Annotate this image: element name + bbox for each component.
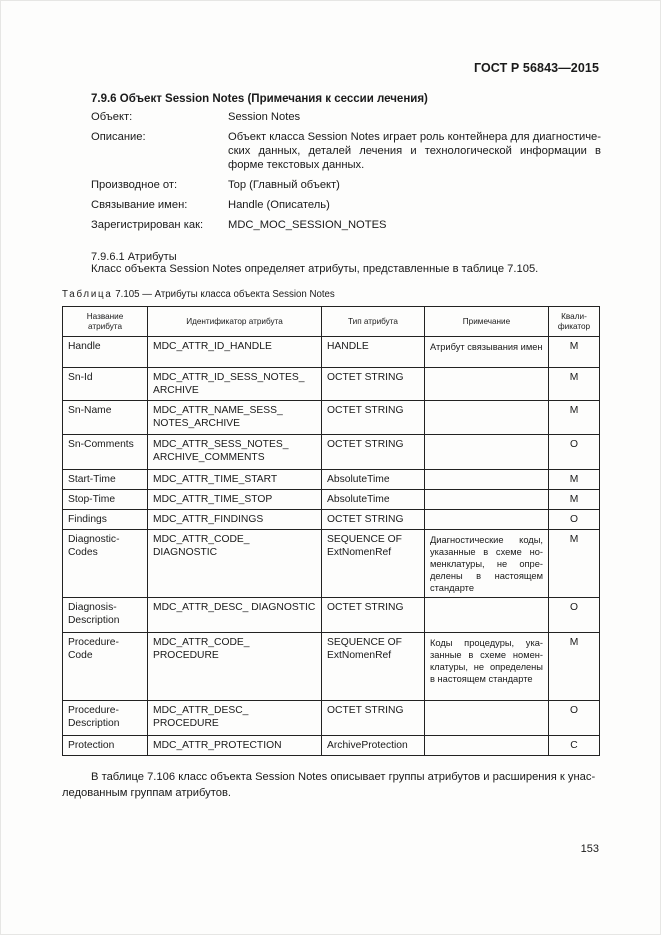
attributes-table [62,306,600,756]
cell-attribute-name: Procedure- Description [63,701,148,736]
cell-attribute-id: MDC_ATTR_CODE_ DIAGNOSTIC [148,530,322,598]
cell-qualifier: M [549,470,600,490]
table-header-row [63,307,600,337]
table-row [63,530,600,598]
meta-label: Производное от: [91,179,178,191]
cell-attribute-id: MDC_ATTR_DESC_ PROCEDURE [148,701,322,736]
cell-attribute-type: AbsoluteTime [322,490,425,510]
cell-qualifier: M [549,530,600,598]
meta-row-description [91,130,601,172]
cell-attribute-id: MDC_ATTR_NAME_SESS_ NOTES_ARCHIVE [148,401,322,435]
cell-note: Коды процедуры, указанные в схеме номенклатуры, не определены в настоящем стандарте [425,633,549,701]
cell-attribute-id: MDC_ATTR_TIME_START [148,470,322,490]
cell-attribute-name: Handle [63,337,148,368]
cell-attribute-id: MDC_ATTR_ID_HANDLE [148,337,322,368]
cell-attribute-name: Procedure- Code [63,633,148,701]
cell-note [425,736,549,756]
meta-value: Объект класса Session Notes играет роль контейнера для диагностических данных, деталей лечения и технологической информации в форме текстовых данных. [228,131,601,171]
meta-label: Описание: [91,131,146,143]
meta-row-object [91,110,601,124]
meta-value: MDC_MOC_SESSION_NOTES [228,219,387,231]
cell-qualifier: O [549,435,600,470]
meta-value: Session Notes [228,111,301,123]
table-row [63,510,600,530]
attributes-heading: 7.9.6.1 Атрибуты [91,251,177,263]
header-text: Название [86,311,124,321]
cell-attribute-type: OCTET STRING [322,510,425,530]
meta-row-registered-as [91,218,601,232]
header-qualifier [549,307,600,337]
table-row [63,598,600,633]
cell-note: Диагностические коды, указанные в схеме номенклатуры, не определены в настоящем стандарте [425,530,549,598]
cell-attribute-name: Sn-Name [63,401,148,435]
cell-note [425,435,549,470]
cell-attribute-type: OCTET STRING [322,598,425,633]
table-caption [62,289,335,300]
cell-attribute-type: AbsoluteTime [322,470,425,490]
cell-attribute-type: OCTET STRING [322,701,425,736]
header-text: фикатор [557,321,591,331]
cell-qualifier: C [549,736,600,756]
table-row [63,401,600,435]
cell-attribute-id: MDC_ATTR_DESC_ DIAGNOSTIC [148,598,322,633]
header-attribute-id: Идентификатор атрибута [148,307,322,337]
cell-qualifier: M [549,368,600,401]
cell-attribute-id: MDC_ATTR_SESS_NOTES_ ARCHIVE_COMMENTS [148,435,322,470]
cell-attribute-name: Stop-Time [63,490,148,510]
cell-qualifier: O [549,701,600,736]
cell-attribute-id: MDC_ATTR_TIME_STOP [148,490,322,510]
section-title: 7.9.6 Объект Session Notes (Примечания к сессии лечения) [91,93,428,105]
cell-attribute-id: MDC_ATTR_CODE_ PROCEDURE [148,633,322,701]
table-row [63,633,600,701]
cell-qualifier: M [549,633,600,701]
page-number: 153 [580,843,599,855]
cell-note [425,701,549,736]
cell-attribute-name: Diagnosis- Description [63,598,148,633]
meta-value: Handle (Описатель) [228,199,330,211]
attributes-description: Класс объекта Session Notes определяет атрибуты, представленные в таблице 7.105. [91,263,539,275]
header-text: атрибута [87,321,123,331]
cell-attribute-type: OCTET STRING [322,368,425,401]
table-row [63,435,600,470]
cell-note: Атрибут связывания имен [425,337,549,368]
table-row [63,368,600,401]
cell-note [425,401,549,435]
meta-label: Объект: [91,111,133,123]
standard-code: ГОСТ Р 56843—2015 [473,61,599,75]
cell-attribute-name: Sn-Id [63,368,148,401]
table-row [63,470,600,490]
cell-qualifier: O [549,510,600,530]
header-note: Примечание [425,307,549,337]
meta-row-name-binding [91,198,601,212]
cell-attribute-name: Diagnostic- Codes [63,530,148,598]
cell-note [425,598,549,633]
cell-attribute-name: Protection [63,736,148,756]
cell-attribute-type: OCTET STRING [322,435,425,470]
table-row [63,490,600,510]
closing-paragraph: В таблице 7.106 класс объекта Session Notes описывает группы атрибутов и расширения к унаследованным группам атрибутов. [62,771,596,799]
cell-attribute-id: MDC_ATTR_ID_SESS_NOTES_ ARCHIVE [148,368,322,401]
cell-attribute-type: ArchiveProtection [322,736,425,756]
cell-attribute-id: MDC_ATTR_PROTECTION [148,736,322,756]
cell-attribute-name: Sn-Comments [63,435,148,470]
table-caption-prefix: Таблица [62,289,113,300]
cell-qualifier: M [549,401,600,435]
cell-note [425,470,549,490]
cell-note [425,510,549,530]
table-caption-text: 7.105 — Атрибуты класса объекта Session Notes [112,289,335,300]
cell-attribute-name: Findings [63,510,148,530]
header-attribute-name [63,307,148,337]
cell-attribute-name: Start-Time [63,470,148,490]
cell-attribute-type: HANDLE [322,337,425,368]
meta-value: Top (Главный объект) [228,179,340,191]
table-row [63,736,600,756]
table-row [63,701,600,736]
cell-qualifier: O [549,598,600,633]
cell-qualifier: M [549,490,600,510]
cell-attribute-type: SEQUENCE OF ExtNomenRef [322,633,425,701]
meta-row-derived-from [91,178,601,192]
header-attribute-type: Тип атрибута [322,307,425,337]
table-row [63,337,600,368]
cell-attribute-type: OCTET STRING [322,401,425,435]
cell-note [425,368,549,401]
header-text: Квали- [561,311,587,321]
cell-note [425,490,549,510]
meta-label: Связывание имен: [91,199,188,211]
cell-qualifier: M [549,337,600,368]
cell-attribute-id: MDC_ATTR_FINDINGS [148,510,322,530]
cell-attribute-type: SEQUENCE OF ExtNomenRef [322,530,425,598]
meta-label: Зарегистрирован как: [91,219,204,231]
object-metadata [91,110,601,232]
